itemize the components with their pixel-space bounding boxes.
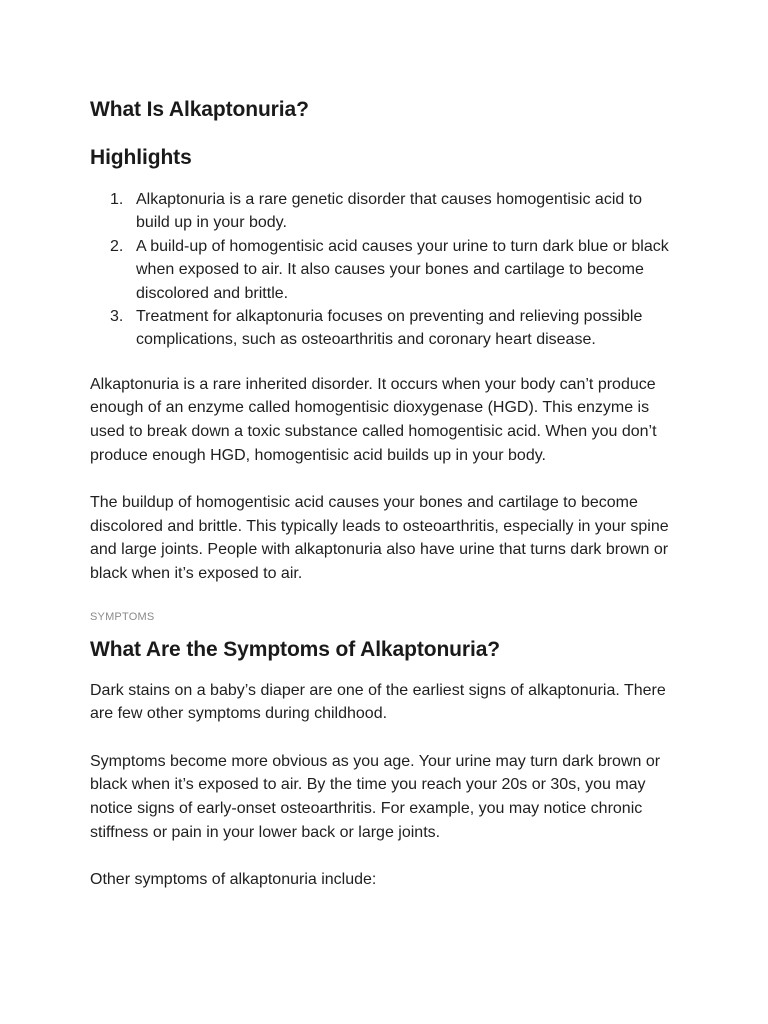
highlight-number: 2. <box>110 237 124 255</box>
highlight-text: Alkaptonuria is a rare genetic disorder that causes homogentisic acid to build up in your body. <box>136 191 643 232</box>
symptoms-heading: What Are the Symptoms of Alkaptonuria? <box>90 637 501 661</box>
highlight-number: 3. <box>110 308 124 326</box>
symptoms-list-intro: Other symptoms of alkaptonuria include: <box>90 871 377 889</box>
intro-paragraph: The buildup of homogentisic acid causes your bones and cartilage to become discolored and brittle. This typically leads to osteoarthritis, especially in your spine and large joints. People with alkaptonuria also have urine that turns dark brown or black when it’s exposed to air. <box>90 494 669 582</box>
document-title: What Is Alkaptonuria? <box>90 98 309 121</box>
highlights-heading: Highlights <box>90 146 192 169</box>
highlight-item <box>110 305 678 352</box>
highlight-item <box>110 188 678 235</box>
highlight-number: 1. <box>110 191 124 208</box>
highlights-list <box>90 188 678 352</box>
highlight-text: Treatment for alkaptonuria focuses on preventing and relieving possible complications, such as osteoarthritis and coronary heart disease. <box>136 308 643 349</box>
symptoms-paragraph: Symptoms become more obvious as you age. Your urine may turn dark brown or black when it’s exposed to air. By the time you reach your 20s or 30s, you may notice signs of early-onset osteoarthritis. For example, you may notice chronic stiffness or pain in your lower back or large joints. <box>90 752 661 841</box>
symptoms-paragraph: Dark stains on a baby’s diaper are one of the earliest signs of alkaptonuria. There are few other symptoms during childhood. <box>90 681 666 723</box>
highlight-item <box>110 235 678 305</box>
intro-paragraph: Alkaptonuria is a rare inherited disorder. It occurs when your body can’t produce enough of an enzyme called homogentisic dioxygenase (HGD). This enzyme is used to break down a toxic substance called homogentisic acid. When you don’t produce enough HGD, homogentisic acid builds up in your body. <box>90 375 657 464</box>
highlight-text: A build-up of homogentisic acid causes your urine to turn dark blue or black when exposed to air. It also causes your bones and cartilage to become discolored and brittle. <box>136 237 669 302</box>
section-kicker: SYMPTOMS <box>90 610 155 623</box>
